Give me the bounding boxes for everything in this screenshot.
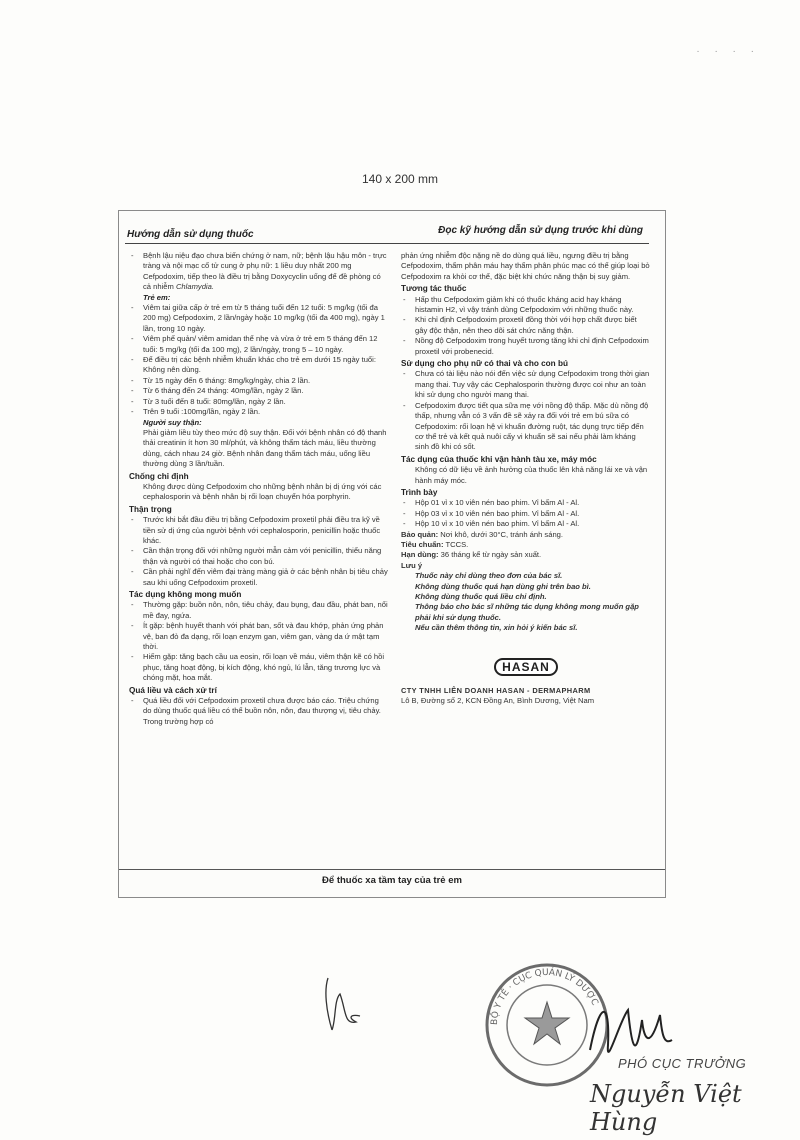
children-dosing-list (129, 303, 389, 417)
list-item: - Trên 9 tuổi :100mg/lần, ngày 2 lần. (129, 407, 389, 417)
list-item: - Để điều trị các bệnh nhiễm khuẩn khác cho trẻ em dưới 15 ngày tuổi: Không nên dùng. (129, 355, 389, 376)
header-divider (125, 243, 649, 244)
overdose-heading: Quá liều và cách xử trí (129, 685, 217, 695)
leaflet-title-right: Đọc kỹ hướng dẫn sử dụng trước khi dùng (438, 225, 643, 236)
packaging-heading: Trình bày (401, 487, 438, 497)
right-column (401, 251, 651, 707)
pregnancy-list (401, 369, 651, 452)
note-block (401, 571, 651, 633)
list-item: - Thường gặp: buồn nôn, nôn, tiêu chảy, đau bụng, đau đầu, phát ban, nổi mề đay, ngứa. (129, 600, 389, 621)
pregnancy-heading: Sử dụng cho phụ nữ có thai và cho con bú (401, 359, 568, 369)
note-line: Thuốc này chỉ dùng theo đơn của bác sĩ. (415, 571, 563, 581)
leaflet-panel (118, 210, 666, 898)
footer-divider (119, 869, 665, 870)
list-item: - Cefpodoxim được tiết qua sữa mẹ với nồng độ thấp. Mặc dù nồng độ thấp, nhưng vẫn có 3 vấn đề sẽ xảy ra đối với trẻ em bú sữa có Cefpodoxim: rối loạn hệ vi khuẩn đường ruột, tác dụng trực tiếp đến cơ thể trẻ và kết quả nuôi cấy vi khuẩn sẽ sai nếu phải làm kháng sinh đồ khi có sốt. (401, 401, 651, 453)
leaflet-title-left: Hướng dẫn sử dụng thuốc (127, 229, 254, 240)
overdose-continued: phản ứng nhiễm độc nặng nề do dùng quá liều, ngưng điều trị bằng Cefpodoxim, thẩm phân máu hay thẩm phân phúc mạc có thể giúp loại bỏ Cefpodoxim ra khỏi cơ thể, đặc biệt khi chức năng thận bị suy giảm. (401, 251, 650, 281)
list-item: - Cần thận trọng đối với những người mẫn cảm với penicillin, thiểu năng thận và người có thai hoặc cho con bú. (129, 546, 389, 567)
note-line: Thông báo cho bác sĩ những tác dụng không mong muốn gặp phải khi sử dụng thuốc. (415, 602, 639, 622)
note-line: Không dùng thuốc quá hạn dùng ghi trên bao bì. (415, 581, 591, 591)
list-item: - Quá liều đối với Cefpodoxim proxetil chưa được báo cáo. Triệu chứng do dùng thuốc quá liều có thể buồn nôn, nôn, đau thượng vị, tiêu chảy. Trong trường hợp có (129, 696, 389, 727)
list-item: - Hộp 03 vỉ x 10 viên nén bao phim. Vỉ bấm Al - Al. (401, 509, 651, 519)
gonorrhea-bullet: - Bệnh lậu niệu đạo chưa biến chứng ở nam, nữ; bệnh lậu hậu môn - trực tràng và nội mạc cổ tử cung ở phụ nữ: 1 liều duy nhất 200 mg Cefpodoxim, tiếp theo là điều trị bằng Doxycyclin uống để đề phòng có cả nhiễm Chlamydia. (129, 251, 389, 293)
company-address: Lô B, Đường số 2, KCN Đồng An, Bình Dương, Việt Nam (401, 696, 595, 706)
corner-marks: · · · · (696, 46, 760, 57)
list-item: - Khi chỉ định Cefpodoxim proxetil đồng thời với hợp chất được biết gây độc thận, nên theo dõi sát chức năng thận. (401, 315, 651, 336)
interaction-list (401, 295, 651, 357)
standard-line: Tiêu chuẩn: TCCS. (401, 539, 469, 549)
driving-text: Không có dữ liệu về ảnh hưởng của thuốc lên khả năng lái xe và vận hành máy móc. (415, 465, 648, 485)
list-item: - Từ 6 tháng đến 24 tháng: 40mg/lần, ngày 2 lần. (129, 386, 389, 396)
expiry-line: Hạn dùng: 36 tháng kể từ ngày sản xuất. (401, 550, 542, 560)
renal-text: Phải giảm liều tùy theo mức độ suy thận. Đối với bệnh nhân có độ thanh thải creatinin ít hơn 30 ml/phút, và không thẩm tách máu, liều thường dùng, cách nhau 24 giờ. Bệnh nhân đang thẩm tách máu, uống liều thường dùng 3 lần/tuần. (143, 427, 387, 469)
side-effects-list (129, 600, 389, 683)
list-item: - Viêm tai giữa cấp ở trẻ em từ 5 tháng tuổi đến 12 tuổi: 5 mg/kg (tối đa 200 mg) Cefpodoxim, 2 lần/ngày hoặc 10 mg/kg (tối đa 400 mg), ngày 1 lần, trong 10 ngày. (129, 303, 389, 334)
side-effects-heading: Tác dụng không mong muốn (129, 590, 242, 599)
caution-list (129, 515, 389, 588)
interaction-heading: Tương tác thuốc (401, 284, 467, 294)
renal-heading: Người suy thận: (143, 417, 202, 427)
note-line: Nếu cần thêm thông tin, xin hỏi ý kiến bác sĩ. (415, 623, 578, 633)
note-heading: Lưu ý (401, 560, 423, 570)
note-line: Không dùng thuốc quá liều chỉ định. (415, 592, 547, 601)
logo-wrap (401, 658, 651, 676)
list-item: - Từ 3 tuổi đến 8 tuổi: 80mg/lần, ngày 2 lần. (129, 397, 389, 407)
signer-name: Nguyễn Việt Hùng (590, 1080, 742, 1136)
children-heading: Trẻ em: (143, 292, 171, 302)
overdose-list (129, 696, 389, 727)
packaging-list (401, 498, 651, 529)
list-item: - Nồng độ Cefpodoxim trong huyết tương tăng khi chỉ định Cefpodoxim proxetil với probenecid. (401, 336, 651, 357)
list-item: - Trước khi bắt đầu điều trị bằng Cefpodoxim proxetil phải điều tra kỹ về tiền sử dị ứng của người bệnh với cephalosporin, penicillin hoặc thuốc khác. (129, 515, 389, 546)
contraindication-text: Không được dùng Cefpodoxim cho những bệnh nhân bị dị ứng với các cephalosporin và bệnh nhân bị rối loạn chuyển hóa porphyrin. (143, 481, 382, 502)
list-item: - Chưa có tài liệu nào nói đến việc sử dụng Cefpodoxim trong thời gian mang thai. Tuy vậy các Cephalosporin thường được coi như an toàn khi sử dụng cho người mang thai. (401, 369, 651, 400)
list-item: - Cần phải nghĩ đến viêm đại tràng màng giả ở các bệnh nhân bị tiêu chảy sau khi uống Cefpodoxim proxetil. (129, 567, 389, 588)
footer-warning: Để thuốc xa tầm tay của trẻ em (322, 875, 462, 886)
list-item: - Hấp thu Cefpodoxim giảm khi có thuốc kháng acid hay kháng histamin H2, vì vậy tránh dùng Cefpodoxim với những thuốc này. (401, 295, 651, 316)
left-column (129, 251, 389, 727)
hasan-logo: HASAN (494, 658, 558, 676)
signer-position: PHÓ CỤC TRƯỞNG (618, 1056, 747, 1071)
driving-heading: Tác dụng của thuốc khi vận hành tàu xe, máy móc (401, 454, 597, 464)
company-name: CTY TNHH LIÊN DOANH HASAN - DERMAPHARM (401, 686, 591, 696)
storage-line: Bảo quản: Nơi khô, dưới 30°C, tránh ánh sáng. (401, 529, 564, 539)
list-item: - Hiếm gặp: tăng bạch cầu ua eosin, rối loạn về máu, viêm thận kẽ có hồi phục, tăng hoạt động, bị kích động, khó ngủ, lú lẫn, tăng trương lực và chóng mặt, hoa mắt. (129, 652, 389, 683)
list-item: - Viêm phế quản/ viêm amidan thể nhẹ và vừa ở trẻ em 5 tháng đến 12 tuổi: 5 mg/kg (tối đa 100 mg), 2 lần/ngày, trong 5 – 10 ngày. (129, 334, 389, 355)
contraindication-heading: Chống chỉ định (129, 471, 189, 481)
list-item: - Ít gặp: bệnh huyết thanh với phát ban, sốt và đau khớp, phản ứng phản vệ, ban đỏ đa dạng, rối loạn enzym gan, viêm gan, vàng da ứ mật tạm thời. (129, 621, 389, 652)
list-item: - Hộp 10 vỉ x 10 viên nén bao phim. Vỉ bấm Al - Al. (401, 519, 651, 529)
list-item: - Hộp 01 vỉ x 10 viên nén bao phim. Vỉ bấm Al - Al. (401, 498, 651, 508)
list-item: - Từ 15 ngày đến 6 tháng: 8mg/kg/ngày, chia 2 lần. (129, 376, 389, 386)
page-size-label: 140 x 200 mm (361, 172, 439, 186)
caution-heading: Thận trọng (129, 504, 172, 514)
initials-signature (310, 970, 370, 1040)
stamp-ring-text: BỘ Y TẾ · CỤC QUẢN LÝ DƯỢC (489, 967, 600, 1026)
